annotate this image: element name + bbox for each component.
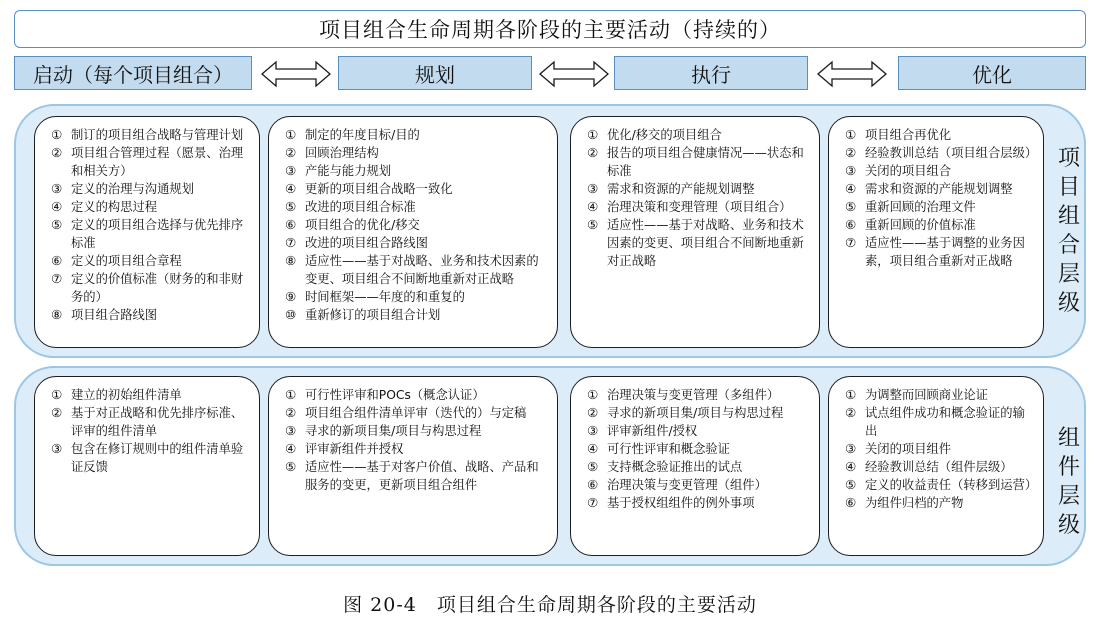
activity-item [51,404,249,440]
activity-list [845,386,1038,512]
item-number: ⑤ [285,459,297,474]
item-number: ⑤ [845,199,857,214]
item-text: 治理决策和变理管理（项目组合） [607,200,792,214]
item-text: 治理决策与变更管理（多组件） [607,388,780,402]
activity-item [285,288,547,306]
activity-list [587,386,809,512]
activity-item [285,440,547,458]
item-number: ② [845,405,857,420]
activity-list [845,126,1038,270]
activity-item [285,306,547,324]
item-text: 为组件归档的产物 [865,496,964,510]
item-text: 可行性评审和POCs（概念认证） [305,388,485,402]
item-number: ⑥ [285,217,297,232]
item-text: 需求和资源的产能规划调整 [607,182,755,196]
item-text: 更新的项目组合战略一致化 [305,182,453,196]
item-number: ③ [845,163,857,178]
item-text: 评审新组件/授权 [607,424,698,438]
item-number: ⑦ [285,235,297,250]
item-number: ① [587,127,599,142]
item-number: ① [285,127,297,142]
component-initiation-card [34,376,260,556]
item-number: ② [845,145,857,160]
item-number: ⑥ [845,495,857,510]
component-execution-card [570,376,820,556]
item-text: 项目组合的优化/移交 [305,218,420,232]
item-number: ② [587,145,599,160]
item-number: ① [51,127,63,142]
item-text: 重新回顾的价值标准 [865,218,976,232]
activity-item [285,422,547,440]
item-text: 适应性——基于对战略、业务和技术因素的变更、项目组合不间断地重新对正战略 [607,218,804,268]
activity-list [285,126,547,324]
item-text: 项目组合组件清单评审（迭代的）与定稿 [305,406,527,420]
activity-item [51,270,249,306]
item-text: 回顾治理结构 [305,146,379,160]
item-text: 项目组合路线图 [71,308,158,322]
item-number: ⑤ [587,217,599,232]
item-number: ⑧ [285,253,297,268]
activity-item [51,216,249,252]
activity-item [845,198,1033,216]
activity-item [587,458,809,476]
item-number: ⑥ [845,217,857,232]
item-number: ⑦ [51,271,63,286]
activity-item [51,252,249,270]
activity-list [285,386,547,494]
portfolio-optimization-card [828,116,1044,348]
item-text: 支持概念验证推出的试点 [607,460,743,474]
item-number: ③ [285,163,297,178]
activity-item [587,126,809,144]
double-arrow-icon [816,60,888,88]
item-text: 试点组件成功和概念验证的输出 [865,406,1025,438]
portfolio-execution-card [570,116,820,348]
item-number: ④ [845,459,857,474]
item-number: ⑦ [845,235,857,250]
item-number: ② [51,405,63,420]
portfolio-initiation-card [34,116,260,348]
item-number: ④ [285,181,297,196]
item-text: 定义的项目组合章程 [71,254,182,268]
activity-item [285,234,547,252]
activity-item [285,404,547,422]
item-number: ⑤ [51,217,63,232]
activity-item [587,404,809,422]
item-number: ⑤ [285,199,297,214]
item-number: ⑨ [285,289,297,304]
item-number: ⑥ [51,253,63,268]
activity-item [51,126,249,144]
activity-item [845,440,1033,458]
item-text: 基于对正战略和优先排序标准、评审的组件清单 [71,406,244,438]
item-text: 可行性评审和概念验证 [607,442,730,456]
component-optimization-card [828,376,1044,556]
item-text: 基于授权组组件的例外事项 [607,496,755,510]
phase-execution: 执行 [614,56,808,90]
activity-item [285,198,547,216]
diagram-title: 项目组合生命周期各阶段的主要活动（持续的） [14,10,1086,48]
item-text: 寻求的新项目集/项目与构思过程 [305,424,482,438]
activity-item [587,494,809,512]
item-text: 评审新组件并授权 [305,442,404,456]
activity-item [587,386,809,404]
item-text: 改进的项目组合标准 [305,200,416,214]
activity-list [51,386,249,476]
item-text: 制订的项目组合战略与管理计划 [71,128,244,142]
item-number: ③ [51,181,63,196]
activity-item [587,144,809,180]
item-text: 优化/移交的项目组合 [607,128,722,142]
double-arrow-icon [260,60,332,88]
figure-caption: 图 20-4 项目组合生命周期各阶段的主要活动 [343,594,757,616]
activity-item [845,494,1033,512]
item-text: 为调整而回顾商业论证 [865,388,988,402]
item-number: ④ [845,181,857,196]
activity-item [285,144,547,162]
item-text: 需求和资源的产能规划调整 [865,182,1013,196]
item-number: ① [845,127,857,142]
activity-item [845,126,1033,144]
activity-item [845,180,1033,198]
item-text: 适应性——基于调整的业务因素，项目组合重新对正战略 [865,236,1025,268]
activity-item [285,252,547,288]
item-number: ② [285,405,297,420]
item-text: 经验教训总结（组件层级） [865,460,1013,474]
item-number: ③ [285,423,297,438]
item-text: 寻求的新项目集/项目与构思过程 [607,406,784,420]
item-number: ⑩ [285,307,297,322]
activity-item [587,440,809,458]
activity-item [845,458,1033,476]
item-number: ② [51,145,63,160]
activity-item [845,144,1038,162]
item-text: 定义的治理与沟通规划 [71,182,194,196]
activity-item [51,440,249,476]
activity-item [51,386,249,404]
item-text: 适应性——基于对客户价值、战略、产品和服务的变更，更新项目组合组件 [305,460,539,492]
item-text: 定义的价值标准（财务的和非财务的） [71,272,244,304]
activity-item [587,198,809,216]
item-text: 治理决策与变更管理（组件） [607,478,767,492]
item-text: 改进的项目组合路线图 [305,236,428,250]
activity-item [285,126,547,144]
activity-item [845,162,1033,180]
activity-list [51,126,249,324]
item-number: ④ [51,199,63,214]
item-text: 建立的初始组件清单 [71,388,182,402]
activity-item [51,198,249,216]
item-number: ③ [587,423,599,438]
activity-item [845,404,1033,440]
activity-item [587,476,809,494]
item-text: 项目组合管理过程（愿景、治理和相关方） [71,146,244,178]
item-text: 时间框架——年度的和重复的 [305,290,465,304]
activity-item [285,458,547,494]
activity-item [845,234,1033,270]
item-text: 关闭的项目组件 [865,442,952,456]
item-number: ④ [587,199,599,214]
item-text: 重新回顾的治理文件 [865,200,976,214]
item-number: ⑤ [587,459,599,474]
item-text: 报告的项目组合健康情况——状态和标准 [607,146,804,178]
activity-item [587,422,809,440]
item-number: ② [285,145,297,160]
item-number: ① [285,387,297,402]
item-text: 定义的项目组合选择与优先排序标准 [71,218,244,250]
item-text: 适应性——基于对战略、业务和技术因素的变更、项目组合不间断地重新对正战略 [305,254,539,286]
item-number: ① [51,387,63,402]
component-level-label: 组件层级 [1057,426,1080,539]
activity-item [285,162,547,180]
activity-item [587,216,809,270]
activity-item [587,180,809,198]
item-text: 项目组合再优化 [865,128,952,142]
double-arrow-icon [538,60,610,88]
portfolio-level-label: 项目组合层级 [1057,146,1080,317]
activity-item [285,386,547,404]
phase-planning: 规划 [338,56,532,90]
item-number: ③ [51,441,63,456]
item-number: ① [587,387,599,402]
item-text: 包含在修订规则中的组件清单验证反馈 [71,442,244,474]
activity-item [51,306,249,324]
item-text: 产能与能力规划 [305,164,392,178]
activity-item [285,216,547,234]
activity-list [587,126,809,270]
activity-item [845,216,1033,234]
phase-optimization: 优化 [898,56,1086,90]
item-text: 经验教训总结（项目组合层级） [865,146,1038,160]
activity-item [285,180,547,198]
activity-item [845,476,1038,494]
item-number: ④ [285,441,297,456]
item-text: 制定的年度目标/目的 [305,128,420,142]
component-planning-card [268,376,558,556]
item-number: ⑧ [51,307,63,322]
item-number: ⑦ [587,495,599,510]
activity-item [51,180,249,198]
portfolio-planning-card [268,116,558,348]
item-text: 定义的收益责任（转移到运营） [865,478,1038,492]
item-text: 关闭的项目组合 [865,164,952,178]
item-number: ③ [845,441,857,456]
phase-initiation: 启动（每个项目组合） [14,56,252,90]
item-text: 定义的构思过程 [71,200,158,214]
item-number: ③ [587,181,599,196]
item-number: ① [845,387,857,402]
item-number: ② [587,405,599,420]
item-number: ⑤ [845,477,857,492]
item-number: ④ [587,441,599,456]
item-number: ⑥ [587,477,599,492]
item-text: 重新修订的项目组合计划 [305,308,441,322]
activity-item [845,386,1033,404]
activity-item [51,144,249,180]
